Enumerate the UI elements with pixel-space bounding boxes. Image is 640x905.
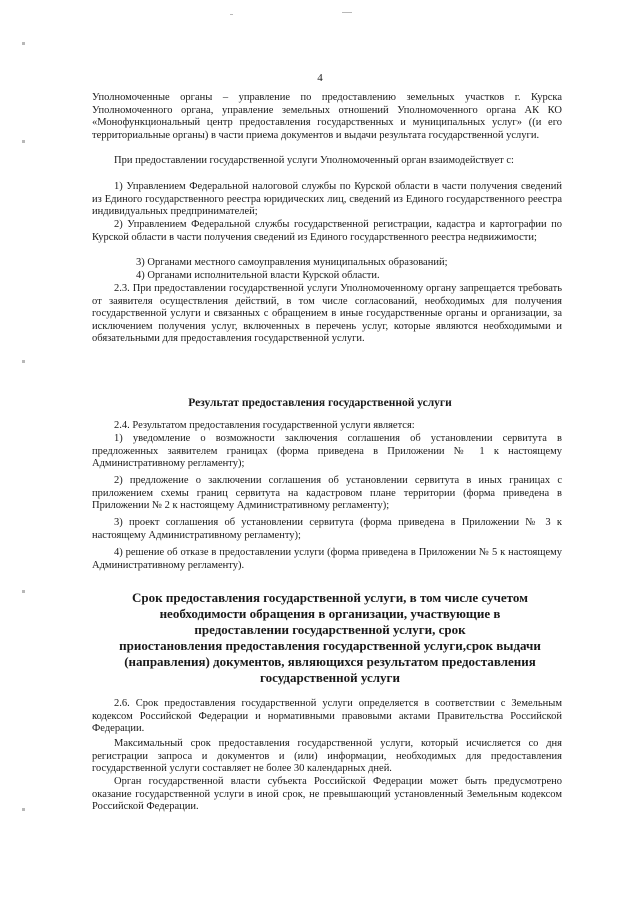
heading-line: Срок предоставления государственной услуги, в том числе сучетом bbox=[132, 590, 528, 605]
list-item: 3) проект соглашения об установлении сервитута (форма приведена в Приложении № 3 к настоящему Административному регламенту); bbox=[92, 517, 562, 541]
scan-mark bbox=[22, 42, 25, 45]
paragraph-2-6: 2.6. Срок предоставления государственной услуги определяется в соответствии с Земельным кодексом Российской Федерации и нормативными правовыми актами Правительства Российской Федерации. bbox=[92, 698, 562, 735]
list-item: 3) Органами местного самоуправления муниципальных образований; bbox=[136, 257, 448, 268]
scan-mark bbox=[22, 360, 25, 363]
list-item: 2) предложение о заключении соглашения об установлении сервитута в иных границах с приложением схемы границ сервитута на кадастровом плане территории (форма приведена в Приложении № 2 к настоящему Административному регламенту); bbox=[92, 475, 562, 512]
scan-mark bbox=[22, 140, 25, 143]
paragraph-interaction: При предоставлении государственной услуги Уполномоченный орган взаимодействует с: bbox=[114, 155, 514, 166]
list-item: 1) уведомление о возможности заключения соглашения об установлении сервитута в предложенных заявителем границах (форма приведена в Приложении № 1 к настоящему Административному регламенту); bbox=[92, 433, 562, 470]
scan-mark bbox=[230, 14, 233, 15]
heading-line: предоставлении государственной услуги, срок bbox=[194, 622, 466, 637]
heading-line: государственной услуги bbox=[260, 670, 400, 685]
list-item: 4) Органами исполнительной власти Курской области. bbox=[136, 270, 380, 281]
heading-line: (направления) документов, являющихся результатом предоставления bbox=[124, 654, 536, 669]
list-item: 2) Управлением Федеральной службы государственной регистрации, кадастра и картографии по Курской области в части получения сведений из Единого государственного реестра недвижимости; bbox=[92, 219, 562, 243]
scan-mark bbox=[22, 808, 25, 811]
section-heading-result: Результат предоставления государственной услуги bbox=[188, 397, 452, 409]
paragraph-organ: Орган государственной власти субъекта Российской Федерации может быть предусмотрено оказание государственной услуги в иной срок, не превышающий установленный Земельным кодексом Российской Федерации. bbox=[92, 776, 562, 813]
list-item: 4) решение об отказе в предоставлении услуги (форма приведена в Приложении № 5 к настоящему Административному регламенту). bbox=[92, 547, 562, 571]
heading-line: необходимости обращения в организации, участвующие в bbox=[159, 606, 501, 621]
paragraph-max-term: Максимальный срок предоставления государственной услуги, который исчисляется со дня регистрации запроса и документов и (или) информации, необходимых для предоставления государственной услуги составляет не более 30 календарных дней. bbox=[92, 738, 562, 775]
scan-mark bbox=[342, 12, 352, 13]
paragraph-2-4: 2.4. Результатом предоставления государственной услуги является: bbox=[114, 420, 415, 431]
paragraph-2-3: 2.3. При предоставлении государственной услуги Уполномоченному органу запрещается требовать от заявителя осуществления действий, в том числе согласований, необходимых для получения государственной услуги и связанных с обращением в иные государственные органы и организации, за исключением получения услуг, включенных в перечень услуг, которые являются необходимыми и обязательными для предоставления государственной услуги. bbox=[92, 283, 562, 345]
page-number: 4 bbox=[317, 72, 323, 84]
paragraph-authorized-bodies: Уполномоченные органы – управление по предоставлению земельных участков г. Курска Уполномоченного органа, управление земельных отношений Уполномоченного органа АК КО «Монофункциональный центр предоставления государственных и муниципальных услуг» ((и его территориальные органы) в части приема документов и выдачи результата государственной услуги. bbox=[92, 92, 562, 141]
scan-mark bbox=[22, 590, 25, 593]
list-item: 1) Управлением Федеральной налоговой службы по Курской области в части получения сведений из Единого государственного реестра юридических лиц, сведений из Единого государственного реестра индивидуальных предпринимателей; bbox=[92, 181, 562, 218]
heading-line: приостановления предоставления государственной услуги,срок выдачи bbox=[119, 638, 541, 653]
